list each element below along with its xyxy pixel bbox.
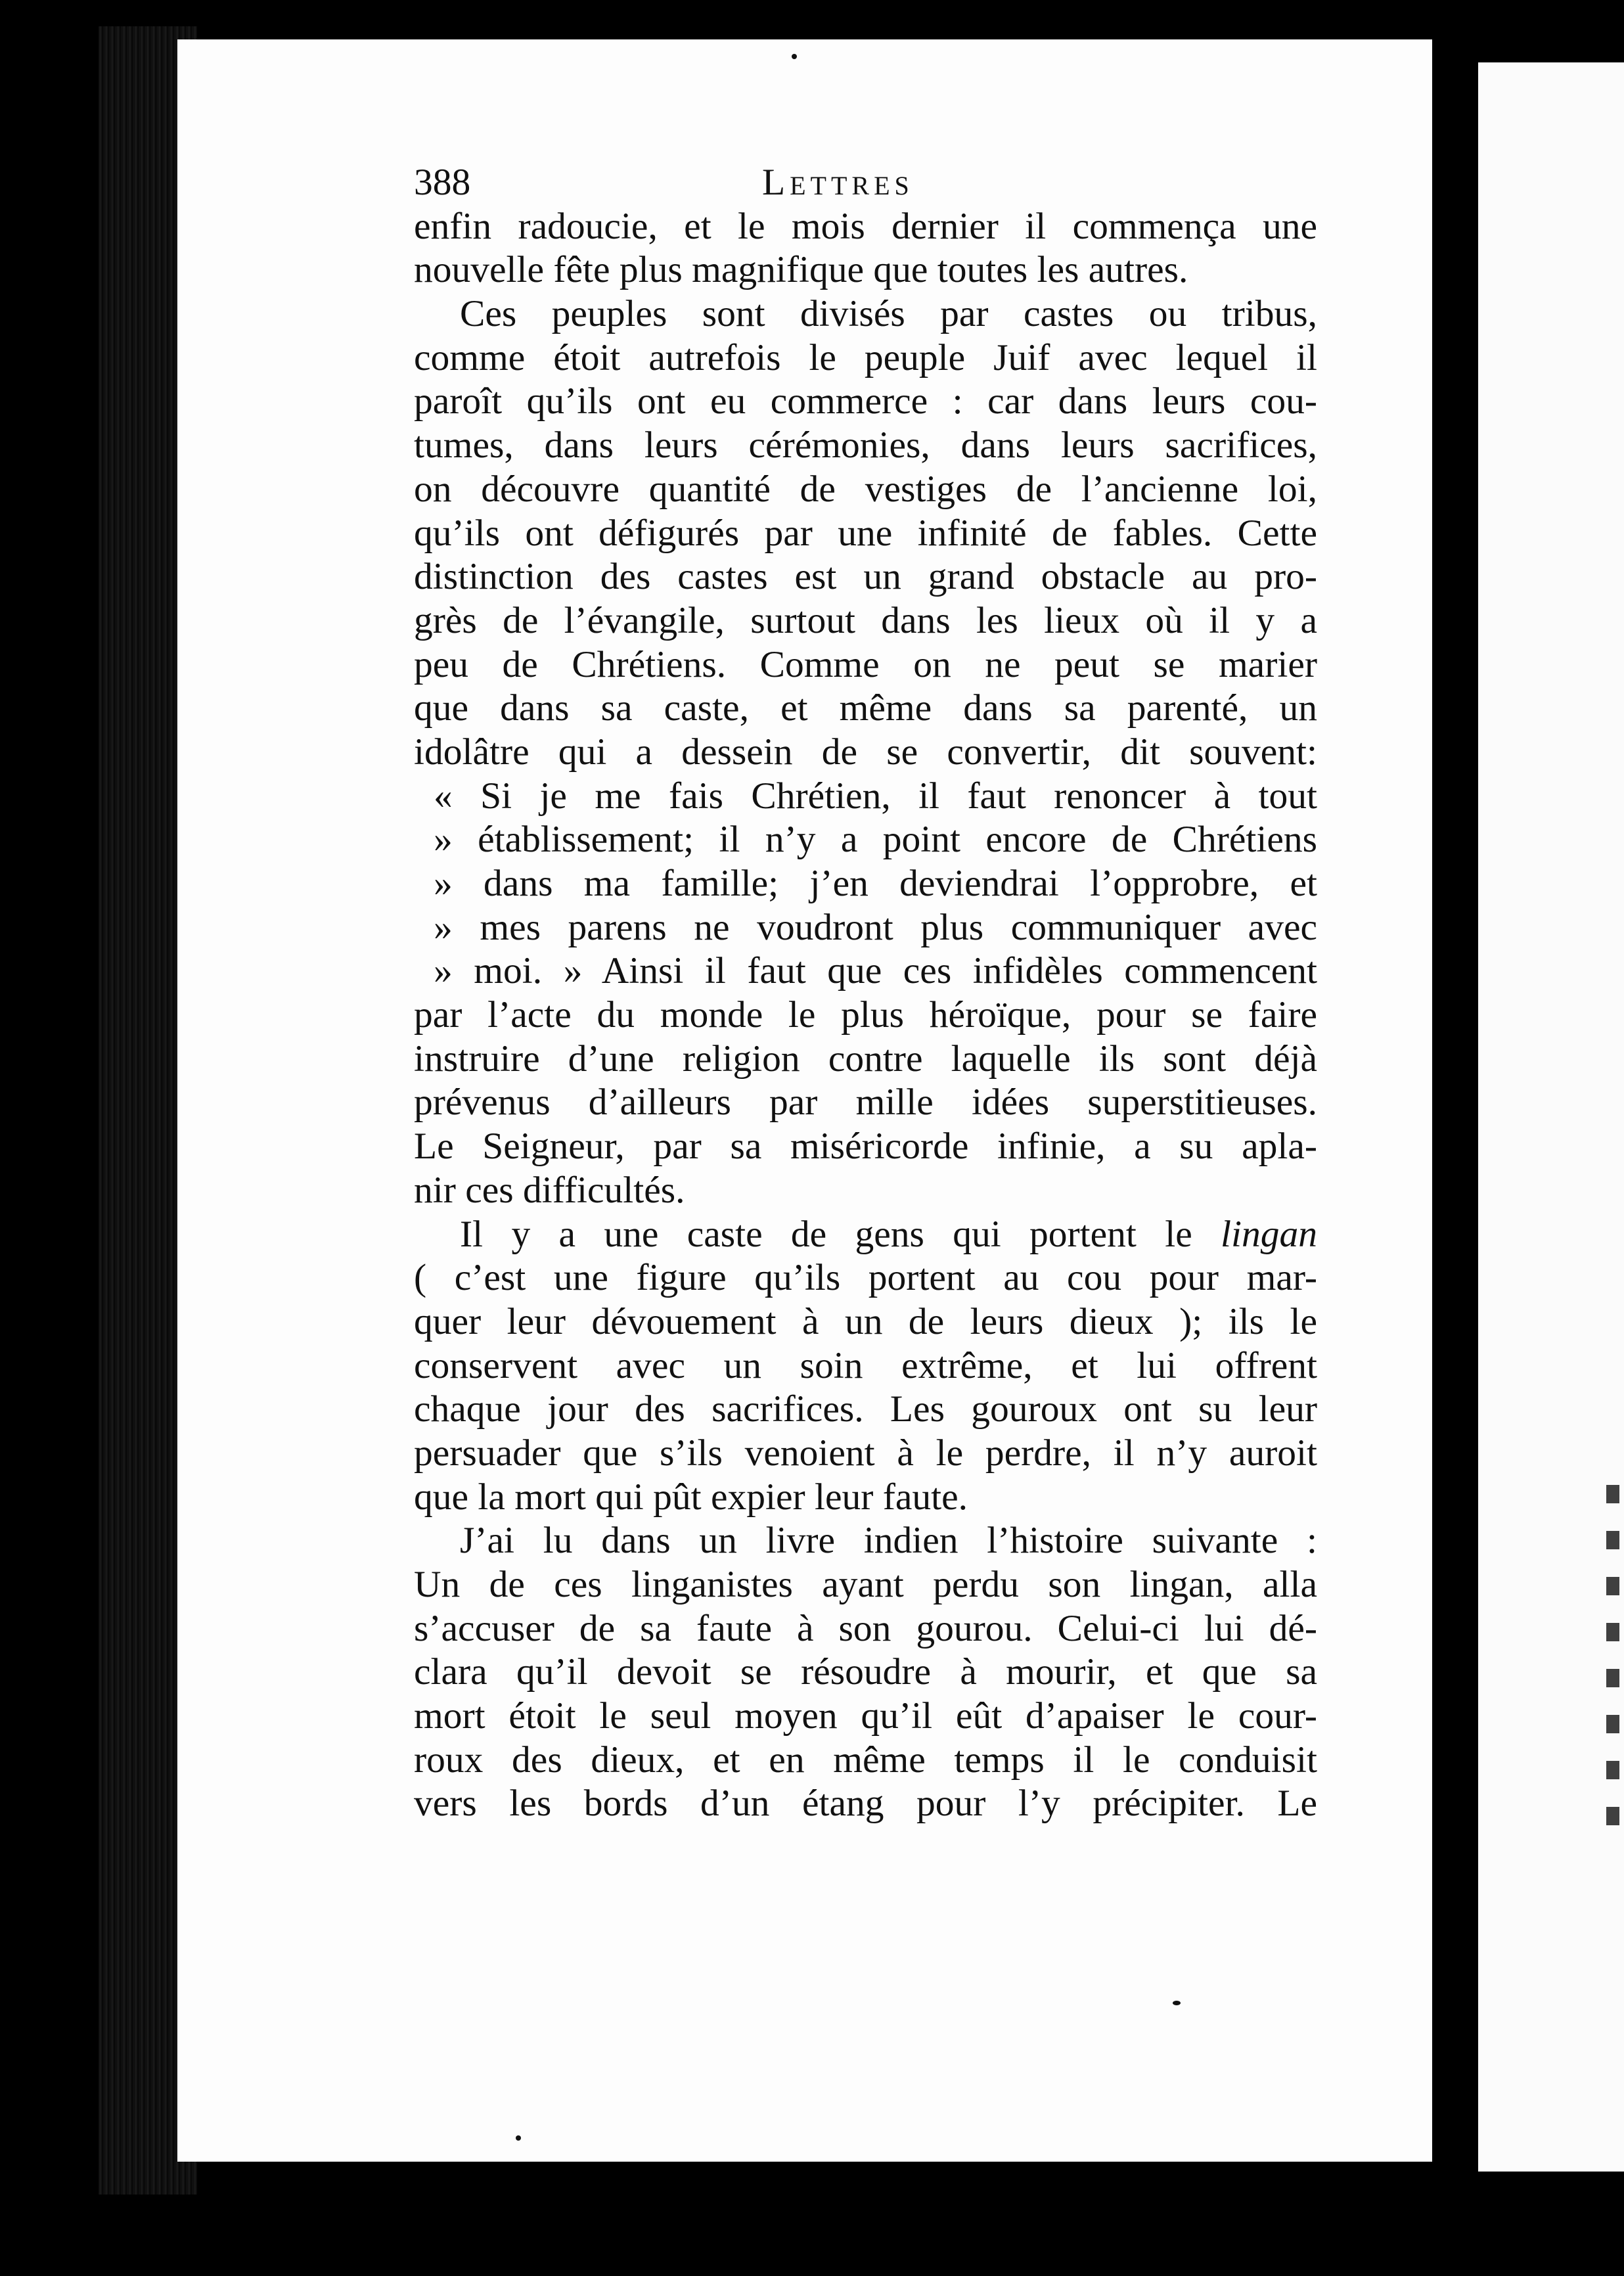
text-line: vers les bords d’un étang pour l’y précipiter. Le	[414, 1783, 1317, 1825]
text-line: Le Seigneur, par sa miséricorde infinie, a su apla-	[414, 1126, 1317, 1168]
text-line: peu de Chrétiens. Comme on ne peut se marier	[414, 643, 1317, 685]
text-line: J’ai lu dans un livre indien l’histoire suivante :	[460, 1520, 1317, 1562]
text-line: on découvre quantité de vestiges de l’ancienne loi,	[414, 468, 1317, 510]
text-line: Un de ces linganistes ayant perdu son lingan, alla	[414, 1564, 1317, 1605]
text-line: nouvelle fête plus magnifique que toutes les autres.	[414, 249, 1188, 291]
text-line: persuader que s’ils venoient à le perdre, il n’y auroit	[414, 1432, 1317, 1474]
text-line: » établissement; il n’y a point encore de Chrétiens	[434, 819, 1317, 861]
text-line: tumes, dans leurs cérémonies, dans leurs sacrifices,	[414, 424, 1317, 467]
text-line: s’accuser de sa faute à son gourou. Celui-ci lui dé-	[414, 1607, 1317, 1649]
text-line: comme étoit autrefois le peuple Juif avec lequel il	[414, 336, 1317, 378]
text-line: que la mort qui pût expier leur faute.	[414, 1476, 968, 1518]
text-line: grès de l’évangile, surtout dans les lieux où il y a	[414, 599, 1317, 641]
text-line: idolâtre qui a dessein de se convertir, dit souvent:	[414, 731, 1317, 773]
page-text	[414, 161, 1317, 1826]
text-line: Ces peuples sont divisés par castes ou tribus,	[460, 293, 1317, 335]
speck	[516, 2135, 521, 2141]
text-line: » moi. » Ainsi il faut que ces infidèles commencent	[434, 950, 1317, 992]
text-line: nir ces difficultés.	[414, 1169, 685, 1211]
text-line: que dans sa caste, et même dans sa parenté, un	[414, 687, 1317, 729]
speck	[792, 54, 797, 59]
body-text	[414, 205, 1317, 1826]
text-line: distinction des castes est un grand obstacle au pro-	[414, 556, 1317, 598]
text-line: par l’acte du monde le plus héroïque, pour se faire	[414, 994, 1317, 1036]
text-line: conservent avec un soin extrême, et lui offrent	[414, 1344, 1317, 1386]
text-line: instruire d’une religion contre laquelle ils sont déjà	[414, 1037, 1317, 1080]
speck	[1173, 2001, 1181, 2005]
text-line: quer leur dévouement à un de leurs dieux ); ils le	[414, 1300, 1317, 1342]
facing-page-text-fragments	[1606, 1485, 1619, 1853]
text-line: paroît qu’ils ont eu commerce : car dans leurs cou-	[414, 380, 1317, 422]
text-line: qu’ils ont défigurés par une infinité de fables. Cette	[414, 512, 1317, 554]
text-line: Il y a une caste de gens qui portent le lingan	[460, 1213, 1317, 1255]
text-line: prévenus d’ailleurs par mille idées superstitieuses.	[414, 1081, 1317, 1124]
text-line: » dans ma famille; j’en deviendrai l’opprobre, et	[434, 863, 1317, 904]
text-line: clara qu’il devoit se résoudre à mourir, et que sa	[414, 1651, 1317, 1693]
text-line: mort étoit le seul moyen qu’il eût d’apaiser le cour-	[414, 1695, 1317, 1737]
text-line: chaque jour des sacrifices. Les gouroux ont su leur	[414, 1388, 1317, 1430]
text-line: « Si je me fais Chrétien, il faut renoncer à tout	[434, 775, 1317, 817]
page-number: 388	[414, 162, 471, 203]
running-head-title: Lettres	[762, 162, 914, 203]
text-line: » mes parens ne voudront plus communiquer avec	[434, 906, 1317, 948]
text-line: roux des dieux, et en même temps il le conduisit	[414, 1739, 1317, 1781]
text-line: enfin radoucie, et le mois dernier il commença une	[414, 205, 1317, 247]
text-line: ( c’est une figure qu’ils portent au cou pour mar-	[414, 1257, 1317, 1299]
facing-page-edge	[1478, 62, 1624, 2172]
page-gutter	[1432, 46, 1478, 2175]
running-head	[414, 161, 1317, 205]
